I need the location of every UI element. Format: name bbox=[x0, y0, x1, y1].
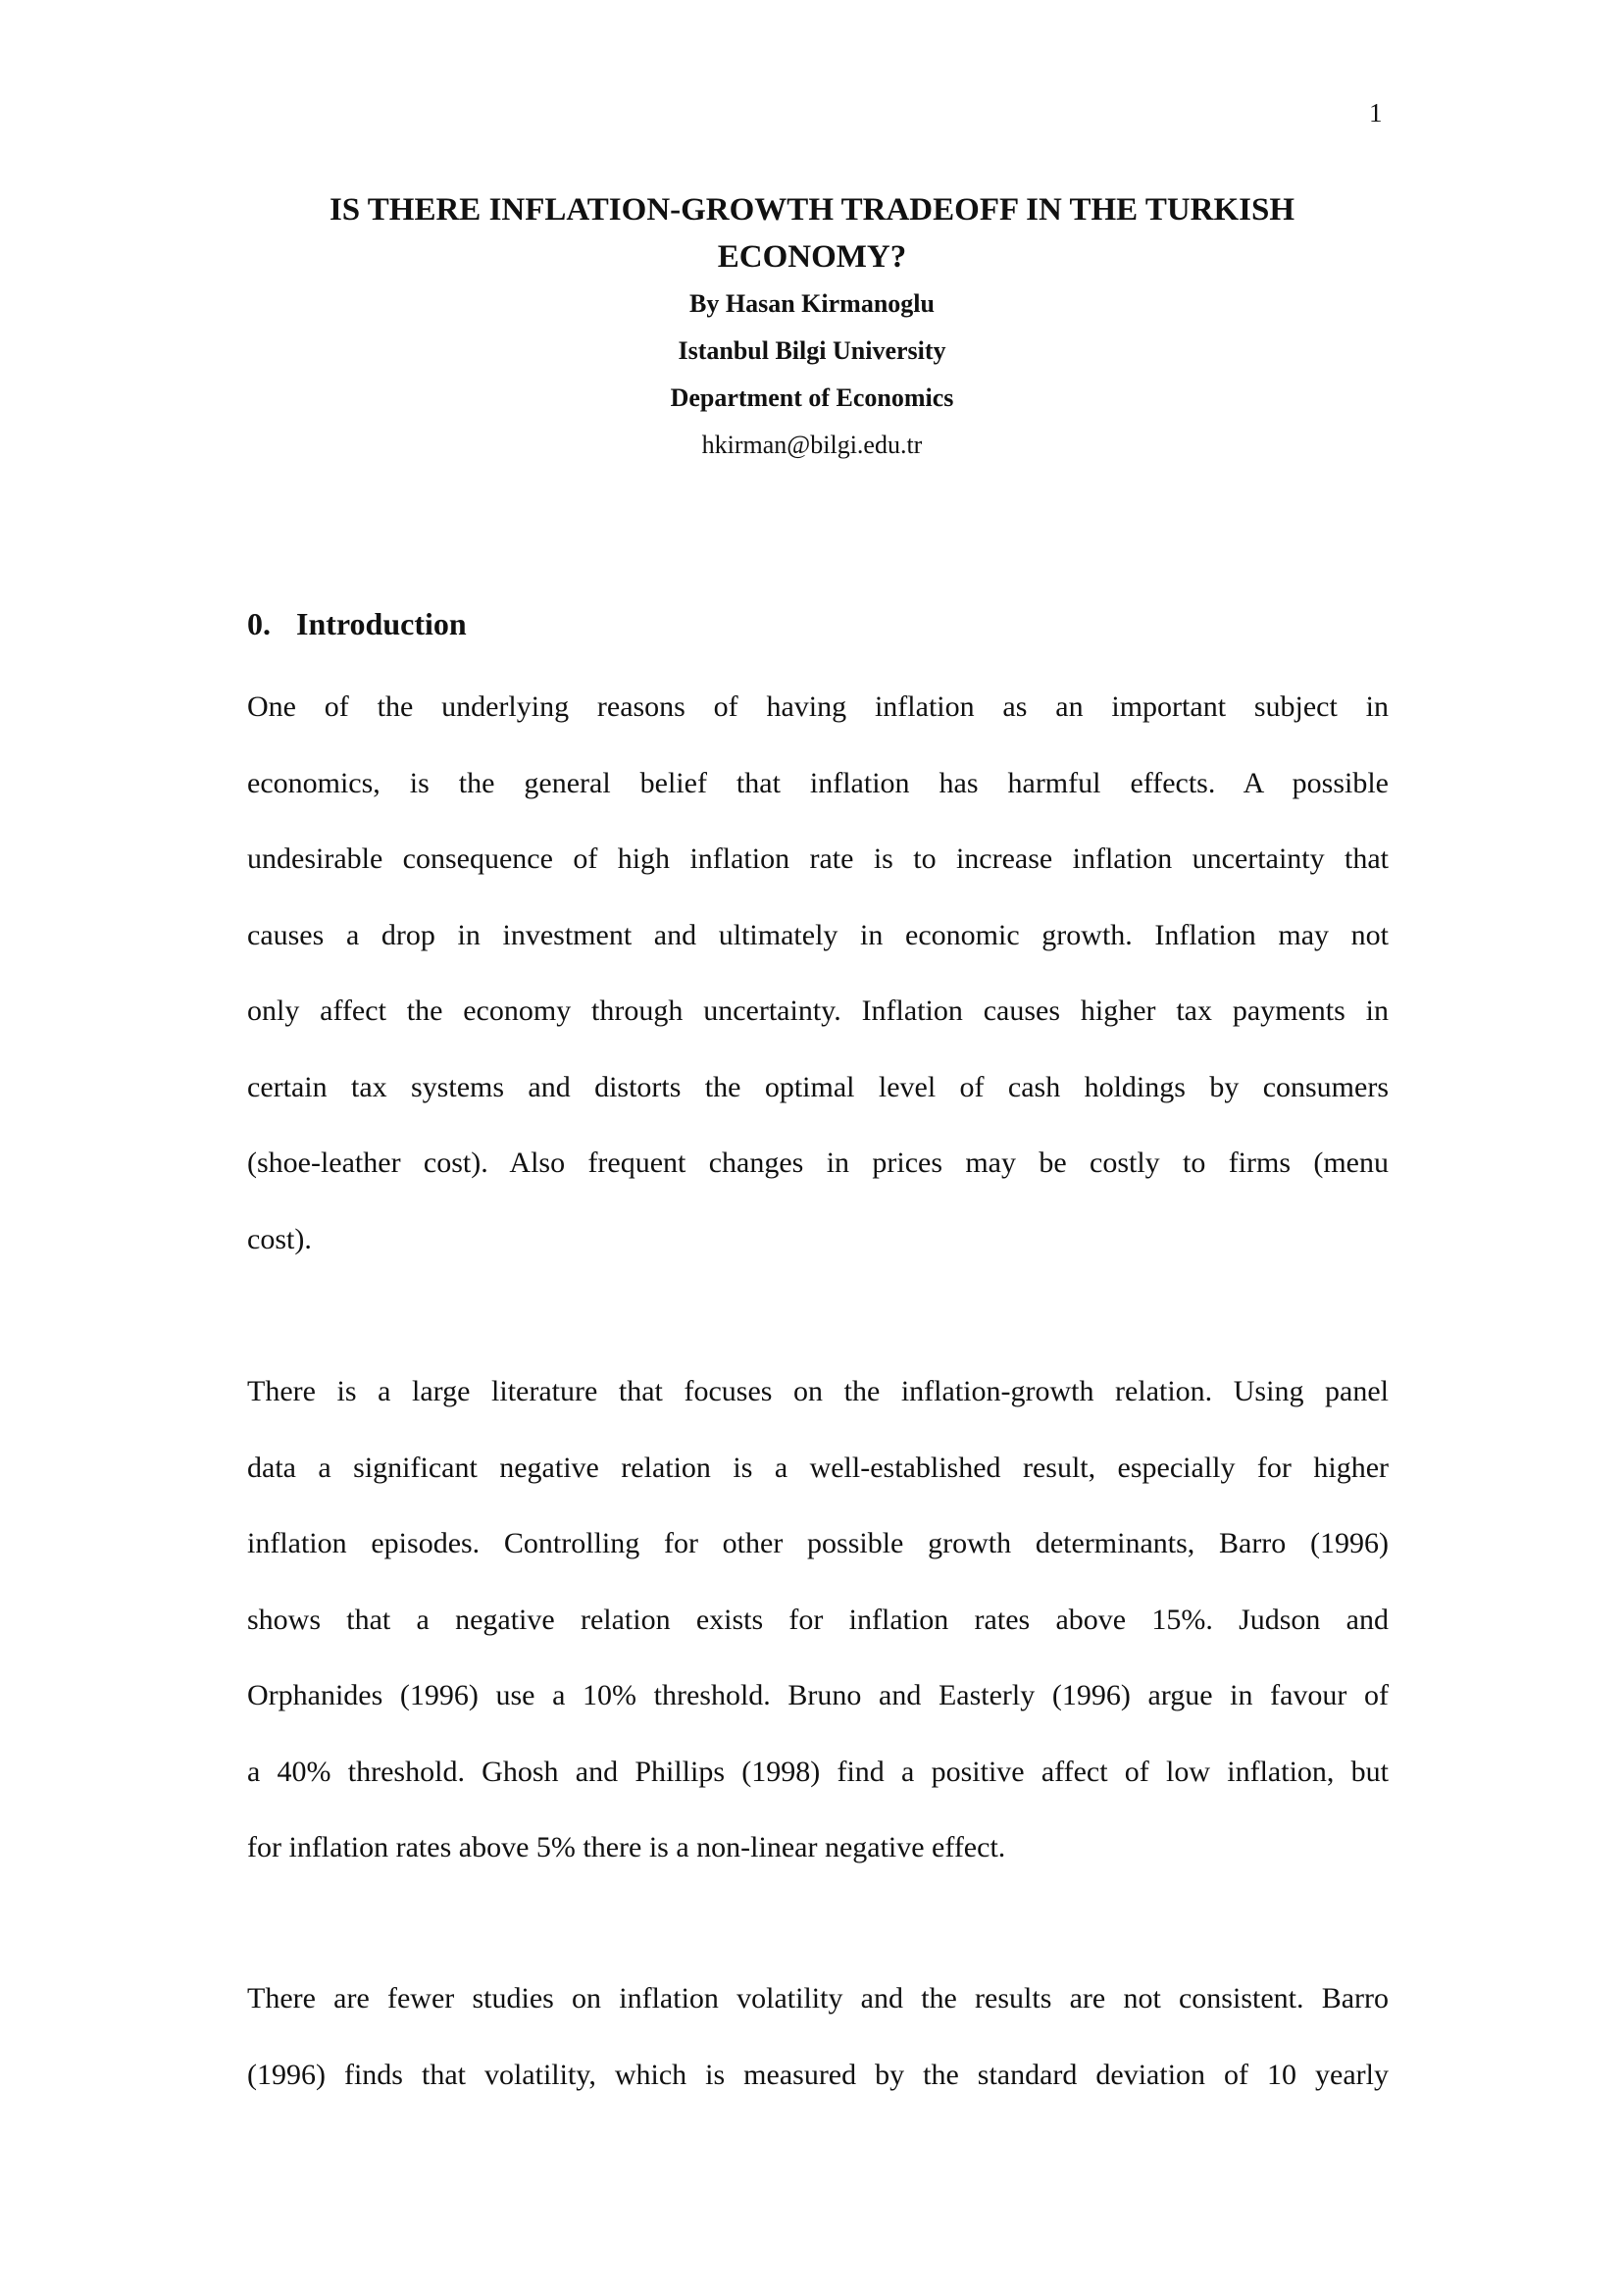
paragraph-line: shows that a negative relation exists for inflation rates above 15%. Judson and bbox=[247, 1603, 1389, 1636]
page-number: 1 bbox=[1369, 98, 1383, 127]
paragraph-line: (1996) finds that volatility, which is measured by the standard deviation of 10 yearly bbox=[247, 2058, 1389, 2091]
paragraph-line: certain tax systems and distorts the optimal level of cash holdings by consumers bbox=[247, 1070, 1389, 1103]
paragraph-line: (shoe-leather cost). Also frequent changes in prices may be costly to firms (menu bbox=[247, 1147, 1389, 1179]
paragraph-1 bbox=[247, 669, 1389, 1277]
paragraph-line: undesirable consequence of high inflation rate is to increase inflation uncertainty that bbox=[247, 842, 1389, 875]
paragraph-line: for inflation rates above 5% there is a non-linear negative effect. bbox=[247, 1831, 1006, 1863]
paragraph-line: Orphanides (1996) use a 10% threshold. Bruno and Easterly (1996) argue in favour of bbox=[247, 1679, 1389, 1711]
author-email: hkirman@bilgi.edu.tr bbox=[701, 431, 923, 459]
paragraph-line: data a significant negative relation is a well-established result, especially for higher bbox=[247, 1451, 1389, 1484]
author-affiliation: Istanbul Bilgi University bbox=[678, 336, 946, 365]
paragraph-line: There are fewer studies on inflation volatility and the results are not consistent. Barro bbox=[247, 1982, 1389, 2014]
paragraph-line: causes a drop in investment and ultimately in economic growth. Inflation may not bbox=[247, 918, 1389, 951]
author-byline: By Hasan Kirmanoglu bbox=[689, 289, 935, 318]
paragraph-line: One of the underlying reasons of having inflation as an important subject in bbox=[247, 690, 1389, 723]
paragraph-2 bbox=[247, 1353, 1389, 1886]
paragraph-line: cost). bbox=[247, 1222, 312, 1255]
paragraph-3 bbox=[247, 1961, 1389, 2113]
paper-title-line-1: IS THERE INFLATION-GROWTH TRADEOFF IN THE TURKISH bbox=[329, 192, 1295, 228]
section-title: Introduction bbox=[296, 606, 467, 641]
section-number: 0. bbox=[247, 606, 271, 641]
paragraph-line: a 40% threshold. Ghosh and Phillips (1998) find a positive affect of low inflation, but bbox=[247, 1755, 1389, 1788]
paragraph-line: economics, is the general belief that inflation has harmful effects. A possible bbox=[247, 766, 1389, 799]
paragraph-line: only affect the economy through uncertainty. Inflation causes higher tax payments in bbox=[247, 994, 1389, 1027]
author-department: Department of Economics bbox=[670, 383, 954, 412]
paragraph-line: There is a large literature that focuses on the inflation-growth relation. Using panel bbox=[247, 1375, 1389, 1407]
title-block bbox=[0, 186, 1624, 469]
section-heading bbox=[247, 606, 467, 642]
paragraph-line: inflation episodes. Controlling for other possible growth determinants, Barro (1996) bbox=[247, 1527, 1389, 1559]
paper-title-line-2: ECONOMY? bbox=[717, 239, 907, 275]
